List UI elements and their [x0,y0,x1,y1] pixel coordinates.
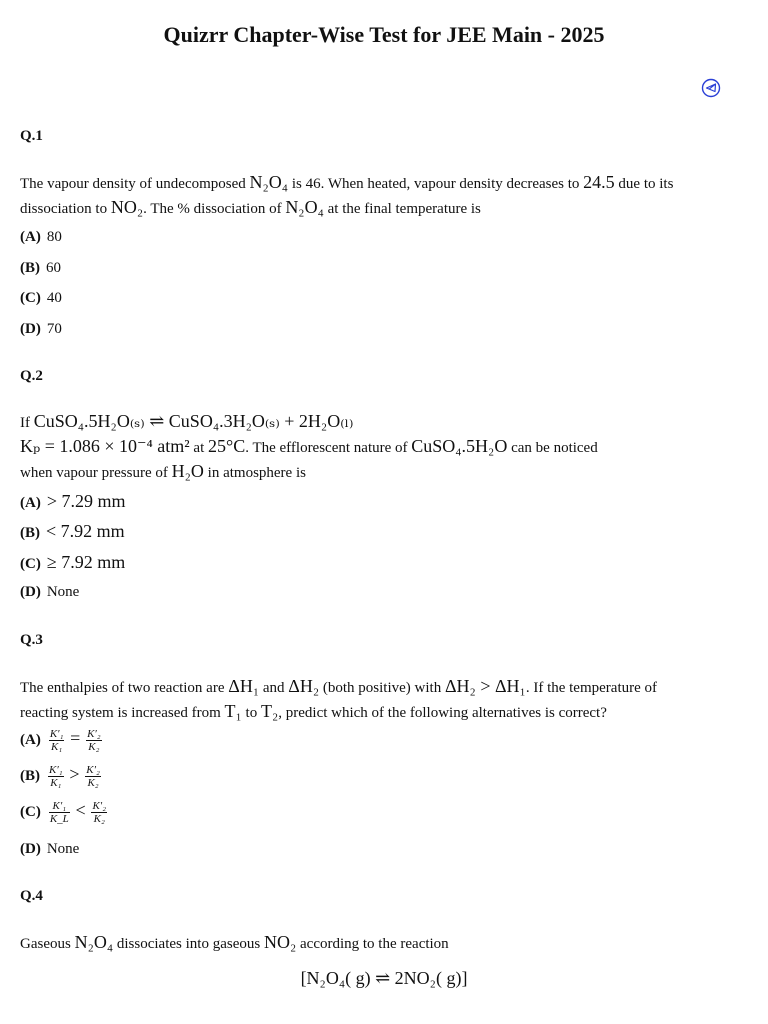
option-a[interactable]: (A) 80 [20,229,62,245]
option-b[interactable]: (B) $\frac{\text{K′₁}}{\text{K₁}}$ > $\frac{\text{K′₂}}{\text{K₂}}$ [20,764,100,790]
option-d[interactable]: (D) None [20,584,80,600]
page-title: Quizrr Chapter-Wise Test for JEE Main - 2025 [163,22,605,47]
option-a[interactable]: (A) > 7.29 mm [20,491,126,511]
question-number: Q.1 [20,128,43,144]
question-number: Q.3 [20,632,43,648]
reaction-equation: [N₂O₄( g) ⇌ 2NO₂( g)] [300,968,468,988]
option-b[interactable]: (B) < 7.92 mm [20,521,125,541]
question-number: Q.4 [20,888,43,904]
question-text: Gaseous N₂O₄ dissociates into gaseous NO₂ according to the reaction [20,932,449,952]
question-number: Q.2 [20,368,43,384]
telegram-share-icon[interactable] [701,78,721,98]
option-b[interactable]: (B) 60 [20,260,61,276]
option-d[interactable]: (D) None [20,841,80,857]
option-c[interactable]: (C) ≥ 7.92 mm [20,552,126,572]
question-text: The enthalpies of two reaction are ΔH₁ and ΔH₂ (both positive) with ΔH₂ > ΔH₁. If the temperature of reacting system is increased from T₁ to T₂, predict which of the following alternatives is correct? [20,676,658,721]
option-a[interactable]: (A) $\frac{\text{K′₁}}{\text{K₁}}$ = $\frac{\text{K′₂}}{\text{K₂}}$ [20,728,101,754]
option-d[interactable]: (D) 70 [20,321,62,337]
question-text: If CuSO₄.5H₂O₍ₛ₎ ⇌ CuSO₄.3H₂O₍ₛ₎ + 2H₂O₍ₗ₎ Kₚ = 1.086 × 10⁻⁴ atm² at 25°C. The efflorescent nature of CuSO₄.5H₂O can be noticed when vapour pressure of H₂O in atmosphere is [20,411,598,481]
option-c[interactable]: (C) 40 [20,290,62,306]
option-c[interactable]: (C) $\frac{\text{K′₁}}{K\_L}$ < $\frac{\text{K′₂}}{\text{K₂}}$ [20,800,107,826]
question-text: The vapour density of undecomposed N₂O₄ is 46. When heated, vapour density decreases to 24.5 due to its dissociation to NO₂. The % dissociation of N₂O₄ at the final temperature is [20,172,674,217]
